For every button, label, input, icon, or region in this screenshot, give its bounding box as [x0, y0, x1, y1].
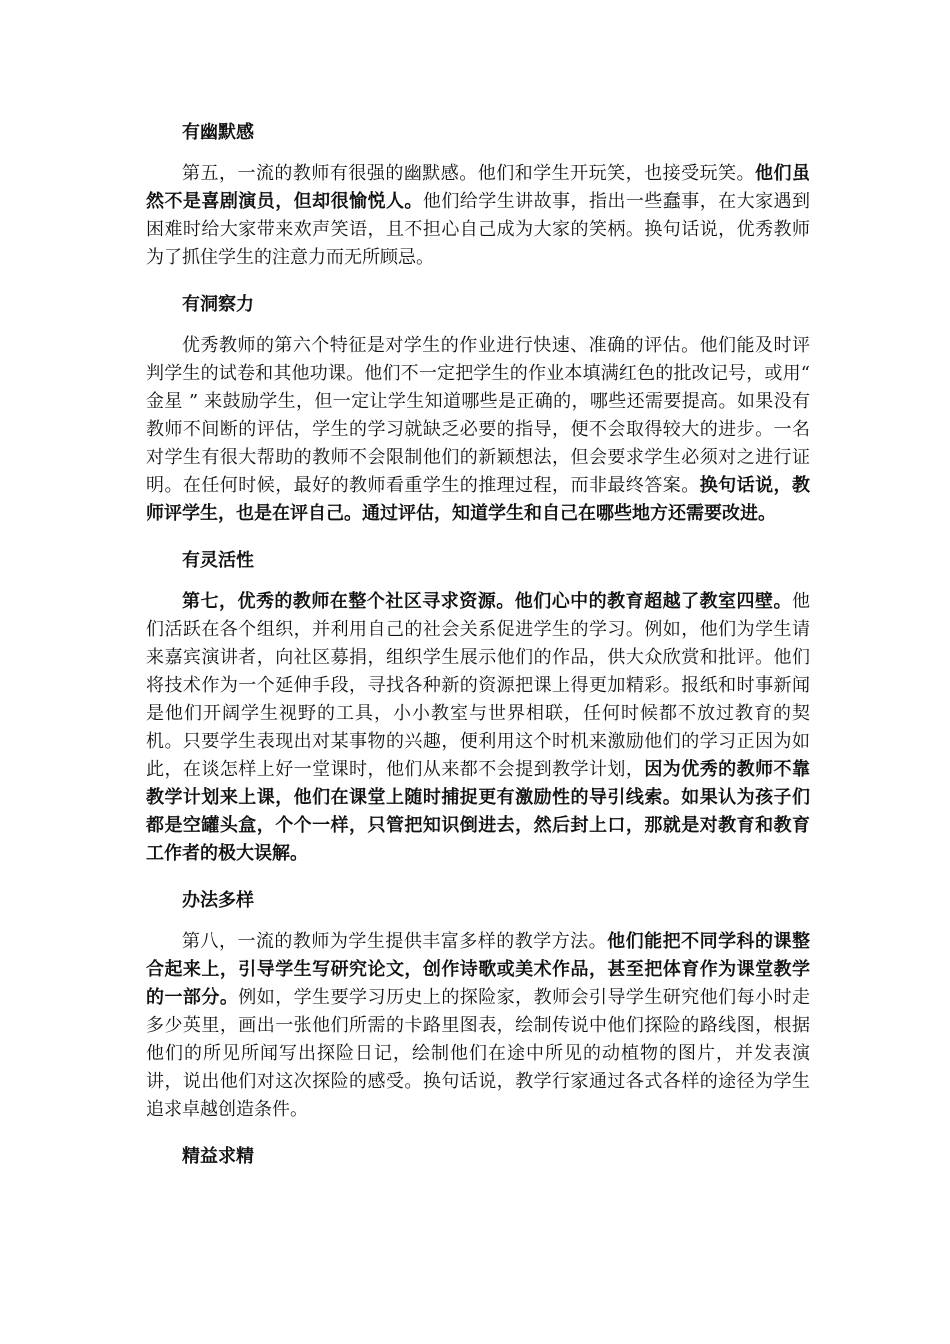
- section-paragraph-methods: [146, 928, 810, 1124]
- paragraph-text: 他们活跃在各个组织，并利用自己的社会关系促进学生的学习。例如，他们为学生请来嘉宾演讲者，向社区募捐，组织学生展示他们的作品，供大众欣赏和批评。他们将技术作为一个延伸手段，寻找各种新的资源把课上得更加精彩。报纸和时事新闻是他们开阔学生视野的工具，小小教室与世界相联，任何时候都不放过教育的契机。只要学生表现出对某事物的兴趣，便利用这个时机来激励他们的学习正因为如此，在谈怎样上好一堂课时，他们从来都不会提到教学计划，: [146, 591, 810, 780]
- document-page: [146, 118, 810, 1172]
- section-heading-excellence: 精益求精: [182, 1146, 254, 1167]
- section-paragraph-flexibility: [146, 588, 810, 868]
- paragraph-text: 优秀教师的第六个特征是对学生的作业进行快速、准确的评估。他们能及时评判学生的试卷和其他功课。他们不一定把学生的作业本填满红色的批改记号，或用“ 金星 ” 来鼓励学生，但一定让学生知道哪些是正确的，哪些还需要提高。如果没有教师不间断的评估，学生的学习就缺乏必要的指导，便不会取得较大的进步。一名对学生有很大帮助的教师不会限制他们的新颖想法，但会要求学生必须对之进行证明。在任何时候，最好的教师看重学生的推理过程，而非最终答案。: [146, 335, 810, 496]
- paragraph-bold-text: 因为优秀的教师不靠教学计划来上课，他们在课堂上随时捕捉更有激励性的导引线索。如果认为孩子们都是空罐头盒，个个一样，只管把知识倒进去，然后封上口，那就是对教育和教育工作者的极大误解。: [146, 759, 811, 864]
- paragraph-bold-text: 他们能把不同学科的课整合起来上，引导学生写研究论文，创作诗歌或美术作品，甚至把体育作为课堂教学的一部分。: [146, 931, 811, 1008]
- paragraph-text: 第五，一流的教师有很强的幽默感。他们和学生开玩笑，也接受玩笑。: [182, 163, 756, 184]
- paragraph-text: 第八，一流的教师为学生提供丰富多样的教学方法。: [182, 931, 608, 952]
- paragraph-text: 例如，学生要学习历史上的探险家，教师会引导学生研究他们每小时走多少英里，画出一张他们所需的卡路里图表，绘制传说中他们探险的路线图，根据他们的所见所闻写出探险日记，绘制他们在途中所见的动植物的图片，并发表演讲，说出他们对这次探险的感受。换句话说，教学行家通过各式各样的途径为学生追求卓越创造条件。: [146, 987, 811, 1120]
- paragraph-bold-text: 他们虽然不是喜剧演员，但却很愉悦人。: [146, 163, 811, 212]
- section-heading-methods: 办法多样: [182, 890, 254, 911]
- paragraph-bold-text: 第七，优秀的教师在整个社区寻求资源。他们心中的教育超越了教室四壁。: [182, 591, 792, 612]
- paragraph-bold-text: 换句话说，教师评学生，也是在评自己。通过评估，知道学生和自己在哪些地方还需要改进。: [146, 475, 811, 524]
- section-heading-humor: 有幽默感: [182, 122, 254, 143]
- paragraph-text: 他们给学生讲故事，指出一些蠢事，在大家遇到困难时给大家带来欢声笑语，且不担心自己成为大家的笑柄。换句话说，优秀教师为了抓住学生的注意力而无所顾忌。: [146, 191, 811, 268]
- section-heading-insight: 有洞察力: [182, 294, 254, 315]
- section-paragraph-humor: [146, 160, 810, 272]
- section-paragraph-insight: [146, 332, 810, 528]
- section-heading-flexibility: 有灵活性: [182, 550, 254, 571]
